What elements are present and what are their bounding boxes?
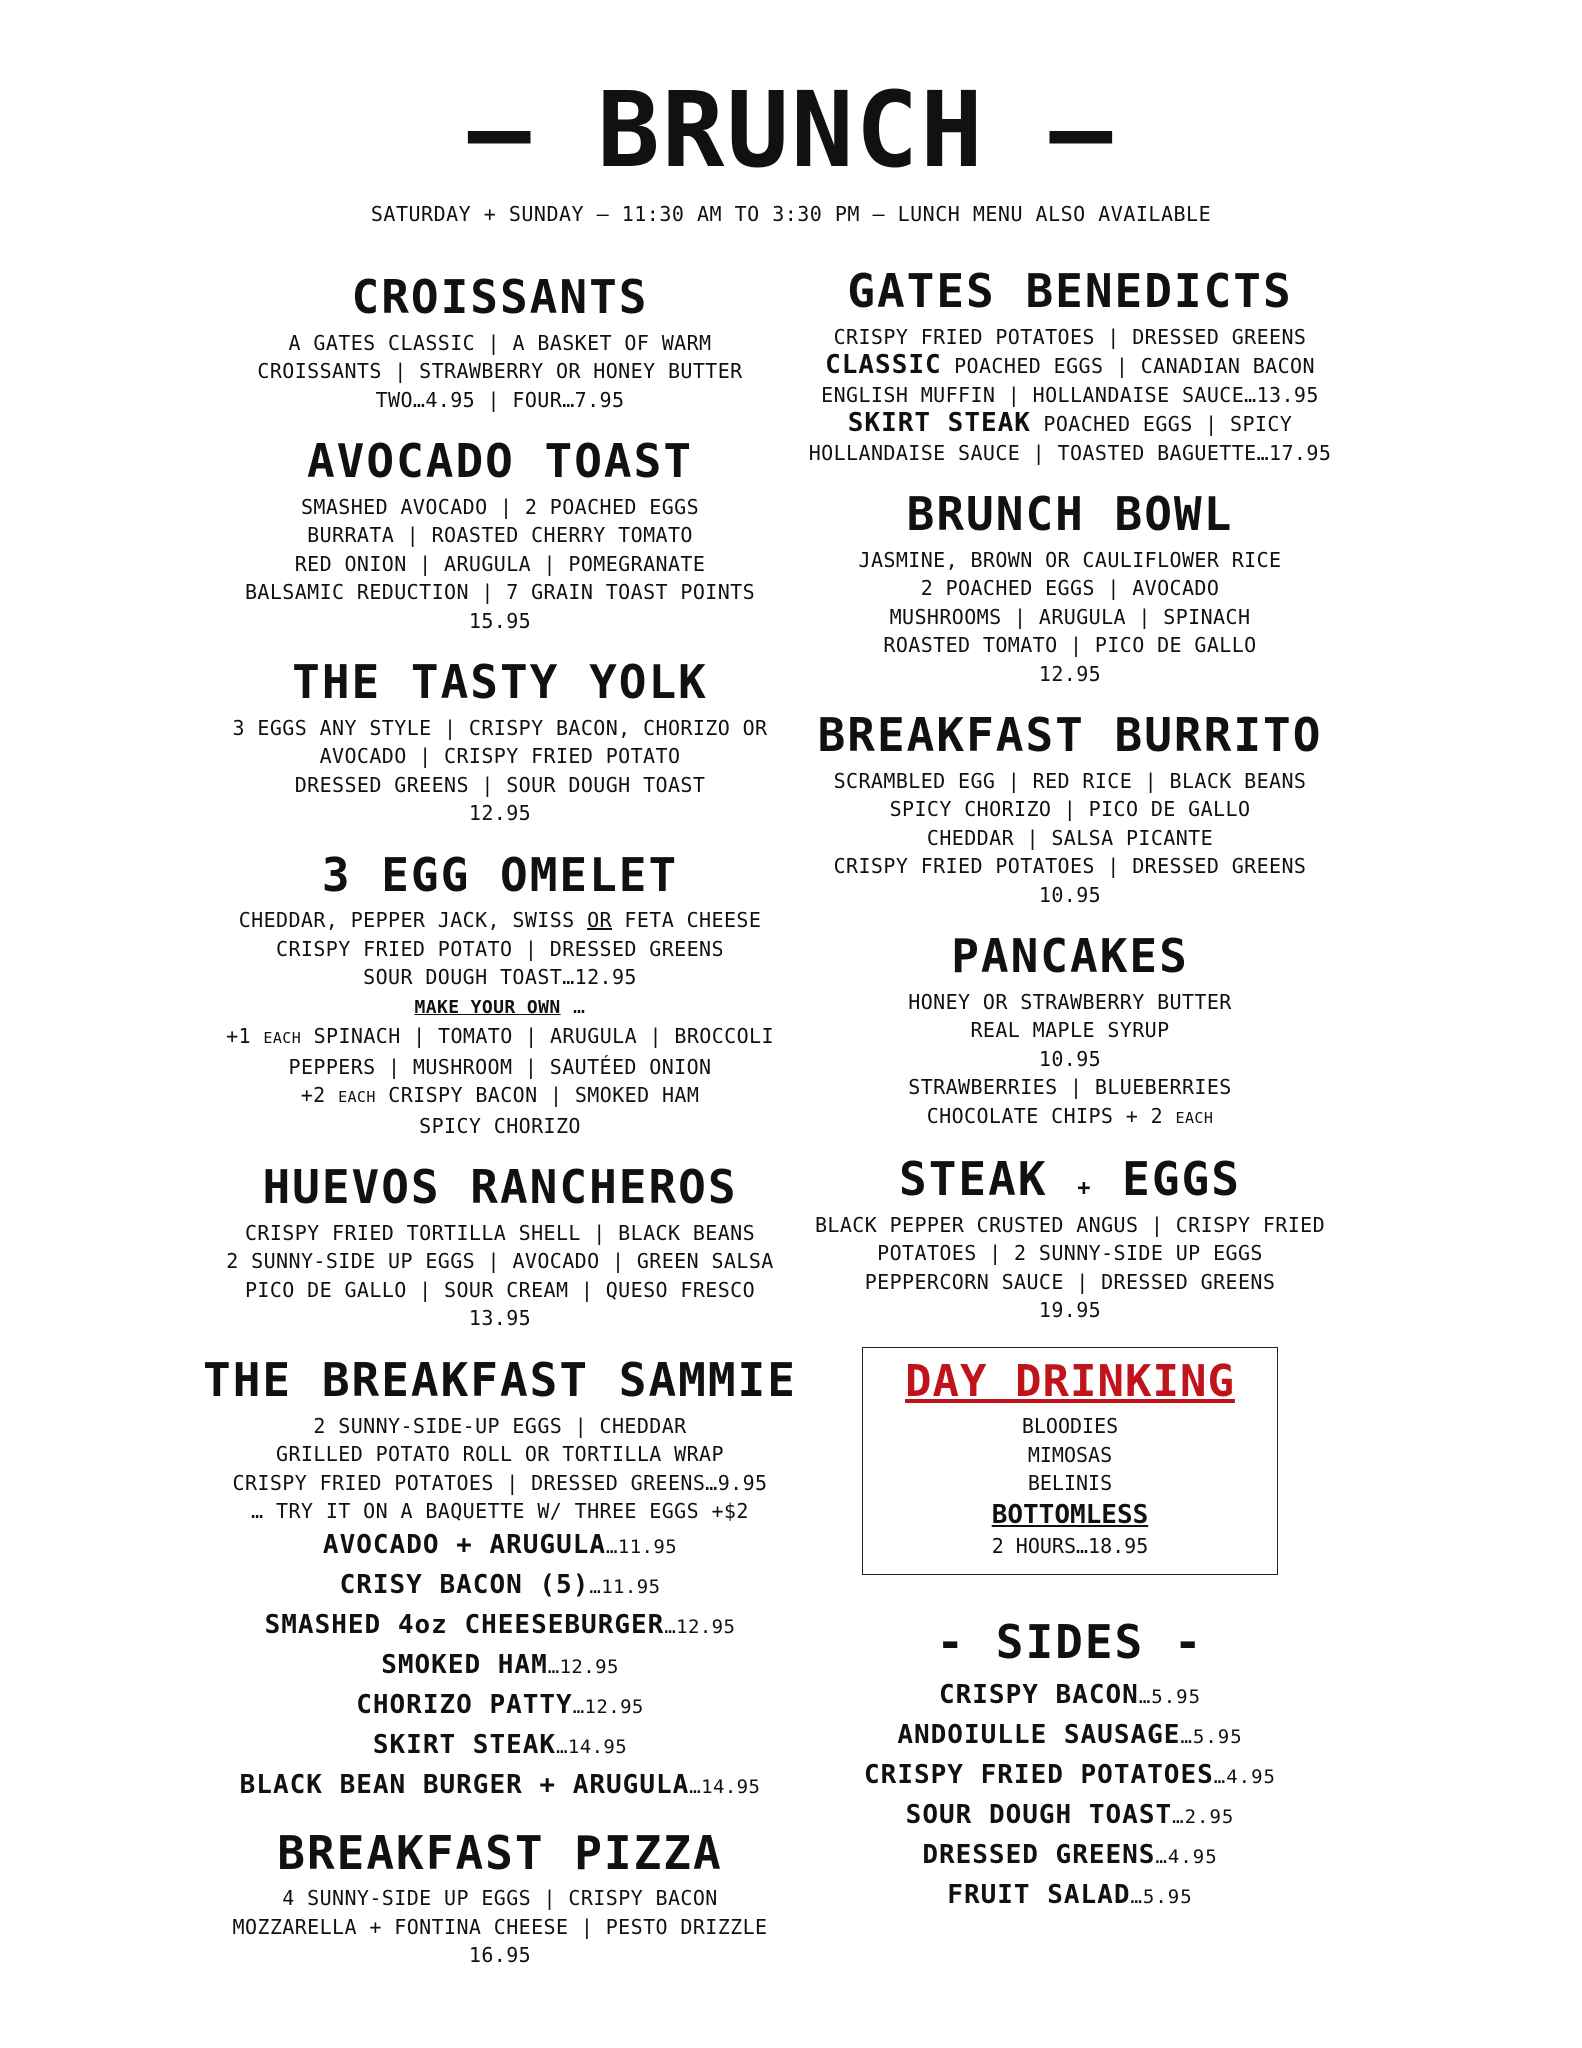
item-line: CRISPY FRIED POTATOES | DRESSED GREENS <box>833 854 1307 879</box>
addon-name: CRISY BACON (5) <box>339 1569 590 1600</box>
text: FETA CHEESE <box>611 908 762 933</box>
item-line: MOZZARELLA + FONTINA CHEESE | PESTO DRIZZLE <box>232 1914 768 1939</box>
item-line: HOLLANDAISE SAUCE | TOASTED BAGUETTE…17.95 <box>808 440 1332 465</box>
side-price: …5.95 <box>1138 1685 1202 1708</box>
item-breakfast-sammie <box>200 1352 800 1806</box>
item-line: SPICY CHORIZO | PICO DE GALLO <box>889 797 1251 822</box>
side-price: …2.95 <box>1172 1805 1235 1828</box>
side-price: …5.95 <box>1180 1725 1243 1748</box>
item-line: CRISPY FRIED TORTILLA SHELL | BLACK BEANS <box>244 1220 756 1245</box>
item-line: REAL MAPLE SYRUP <box>970 1018 1170 1043</box>
side-item <box>770 1836 1370 1876</box>
item-line: HONEY OR STRAWBERRY BUTTER <box>908 989 1232 1014</box>
item-title: AVOCADO TOAST <box>306 434 694 489</box>
item-line <box>200 906 800 935</box>
item-line: 2 SUNNY-SIDE-UP EGGS | CHEDDAR <box>313 1413 687 1438</box>
item-line: … TRY IT ON A BAQUETTE W/ THREE EGGS +$2 <box>251 1499 749 1524</box>
sammie-addon <box>200 1726 800 1766</box>
item-line: SMASHED AVOCADO | 2 POACHED EGGS <box>300 494 700 519</box>
side-item <box>770 1876 1370 1916</box>
item-line: CRISPY FRIED POTATOES | DRESSED GREENS <box>833 324 1307 349</box>
addon-name: AVOCADO + ARUGULA <box>322 1529 607 1560</box>
side-item <box>770 1756 1370 1796</box>
item-price: 12.95 <box>468 801 532 826</box>
menu-subtitle: SATURDAY + SUNDAY – 11:30 AM TO 3:30 PM – LUNCH MENU ALSO AVAILABLE <box>370 202 1212 226</box>
sammie-addon <box>200 1646 800 1686</box>
sammie-addon <box>200 1606 800 1646</box>
item-line <box>200 1081 800 1112</box>
side-name: FRUIT SALAD <box>947 1879 1131 1910</box>
item-line <box>770 1102 1370 1133</box>
addon-name: SMASHED 4oz CHEESEBURGER <box>264 1609 665 1640</box>
item-line: AVOCADO | CRISPY FRIED POTATO <box>319 744 681 769</box>
item-line: 2 SUNNY-SIDE UP EGGS | AVOCADO | GREEN SALSA <box>226 1249 774 1274</box>
item-title: GATES BENEDICTS <box>847 264 1293 318</box>
item-gates-benedicts <box>770 266 1370 467</box>
addon-name: CHORIZO PATTY <box>356 1689 573 1720</box>
addon-name: BLACK BEAN BURGER + ARUGULA <box>239 1769 690 1800</box>
item-croissants <box>200 272 800 414</box>
item-steak-eggs <box>770 1154 1370 1325</box>
benedict-classic-label: CLASSIC <box>825 350 942 381</box>
item-line: PICO DE GALLO | SOUR CREAM | QUESO FRESCO <box>244 1277 756 1302</box>
item-title: THE BREAKFAST SAMMIE <box>203 1352 797 1407</box>
sammie-addon <box>200 1526 800 1566</box>
item-avocado-toast <box>200 436 800 635</box>
each-label: EACH <box>1175 1108 1214 1127</box>
drink-item: BLOODIES <box>1021 1414 1119 1439</box>
item-line: A GATES CLASSIC | A BASKET OF WARM <box>288 330 712 355</box>
side-name: SOUR DOUGH TOAST <box>905 1799 1173 1830</box>
item-line: 3 EGGS ANY STYLE | CRISPY BACON, CHORIZO OR <box>232 715 768 740</box>
sides-title: - SIDES - <box>936 1615 1204 1670</box>
item-line: TWO…4.95 | FOUR…7.95 <box>375 387 625 412</box>
item-line: JASMINE, BROWN OR CAULIFLOWER RICE <box>858 547 1282 572</box>
item-tasty-yolk <box>200 657 800 828</box>
item-price: 15.95 <box>468 608 532 633</box>
item-line: BLACK PEPPER CRUSTED ANGUS | CRISPY FRIED <box>814 1212 1326 1237</box>
item-line: DRESSED GREENS | SOUR DOUGH TOAST <box>294 772 706 797</box>
left-column <box>200 272 800 1992</box>
item-price: 10.95 <box>1038 882 1102 907</box>
text-or: OR <box>587 908 612 933</box>
title-part: STEAK <box>899 1152 1078 1207</box>
side-name: DRESSED GREENS <box>922 1839 1156 1870</box>
item-line: SPICY CHORIZO <box>419 1113 581 1138</box>
text: POACHED EGGS | CANADIAN BACON <box>941 354 1315 379</box>
item-title: HUEVOS RANCHEROS <box>262 1160 738 1215</box>
item-line: CRISPY FRIED POTATO | DRESSED GREENS <box>276 936 724 961</box>
text: POACHED EGGS | SPICY <box>1030 412 1293 437</box>
item-line: MUSHROOMS | ARUGULA | SPINACH <box>889 604 1251 629</box>
item-line <box>200 1022 800 1053</box>
item-price: 19.95 <box>1038 1298 1102 1323</box>
text: … <box>560 993 586 1018</box>
item-line: CROISSANTS | STRAWBERRY OR HONEY BUTTER <box>257 359 743 384</box>
addon-price: …12.95 <box>547 1655 619 1678</box>
text: CHEDDAR, PEPPER JACK, SWISS <box>238 908 588 933</box>
addon-price: …12.95 <box>572 1695 644 1718</box>
item-title: BRUNCH BOWL <box>906 487 1234 542</box>
side-name: CRISPY FRIED POTATOES <box>864 1759 1214 1790</box>
sides-section <box>770 1617 1370 1916</box>
each-label: EACH <box>338 1088 376 1107</box>
drink-item: MIMOSAS <box>1027 1442 1113 1467</box>
item-price: 12.95 <box>1038 661 1102 686</box>
item-price: 16.95 <box>468 1943 532 1968</box>
item-title: THE TASTY YOLK <box>292 655 708 710</box>
item-line: 4 SUNNY-SIDE UP EGGS | CRISPY BACON <box>282 1886 718 1911</box>
addon-name: SKIRT STEAK <box>372 1729 557 1760</box>
day-drinking-title: DAY DRINKING <box>905 1355 1235 1407</box>
item-title: CROISSANTS <box>351 270 649 324</box>
make-your-own <box>200 992 800 1023</box>
item-line: PEPPERCORN SAUCE | DRESSED GREENS <box>864 1269 1276 1294</box>
text: +1 <box>226 1024 251 1049</box>
item-line: GRILLED POTATO ROLL OR TORTILLA WRAP <box>276 1442 724 1467</box>
side-name: ANDOIULLE SAUSAGE <box>897 1719 1181 1750</box>
title-plus: + <box>1077 1176 1093 1202</box>
item-line: CRISPY FRIED POTATOES | DRESSED GREENS…9.95 <box>232 1470 768 1495</box>
item-line: 2 POACHED EGGS | AVOCADO <box>920 576 1220 601</box>
item-omelet <box>200 847 800 1141</box>
item-line: STRAWBERRIES | BLUEBERRIES <box>908 1075 1232 1100</box>
item-line: POTATOES | 2 SUNNY-SIDE UP EGGS <box>877 1241 1263 1266</box>
side-item <box>770 1716 1370 1756</box>
title-part: EGGS <box>1092 1152 1241 1207</box>
item-line: BALSAMIC REDUCTION | 7 GRAIN TOAST POINTS <box>244 580 756 605</box>
item-line: CHEDDAR | SALSA PICANTE <box>926 825 1214 850</box>
item-line <box>770 409 1370 439</box>
sammie-addon <box>200 1566 800 1606</box>
item-line: ROASTED TOMATO | PICO DE GALLO <box>883 633 1257 658</box>
addon-price: …12.95 <box>664 1615 736 1638</box>
addon-price: …14.95 <box>556 1735 628 1758</box>
item-title: 3 EGG OMELET <box>321 847 679 902</box>
bottomless-price: 2 HOURS…18.95 <box>991 1533 1149 1558</box>
side-price: …4.95 <box>1213 1765 1276 1788</box>
make-your-own-label: MAKE YOUR OWN <box>414 996 561 1018</box>
drink-item: BELINIS <box>1027 1471 1113 1496</box>
text: +2 <box>300 1083 326 1108</box>
day-drinking-box <box>862 1347 1278 1575</box>
item-title <box>770 1154 1370 1205</box>
item-pancakes <box>770 931 1370 1132</box>
benedict-skirt-label: SKIRT STEAK <box>847 408 1031 439</box>
addon-price: …11.95 <box>589 1575 661 1598</box>
menu-title: – BRUNCH – <box>467 69 1115 191</box>
item-breakfast-burrito <box>770 710 1370 909</box>
item-price: 10.95 <box>1038 1046 1102 1071</box>
side-price: …5.95 <box>1130 1885 1193 1908</box>
addon-price: …11.95 <box>606 1535 678 1558</box>
text: SPINACH | TOMATO | ARUGULA | BROCCOLI <box>313 1024 774 1049</box>
item-line: PEPPERS | MUSHROOM | SAUTÉED ONION <box>288 1054 712 1079</box>
right-column <box>770 266 1370 1916</box>
item-title: BREAKFAST BURRITO <box>817 708 1323 763</box>
sammie-addon <box>200 1686 800 1726</box>
item-brunch-bowl <box>770 489 1370 688</box>
sammie-addon <box>200 1766 800 1806</box>
side-price: …4.95 <box>1155 1845 1218 1868</box>
item-line: SOUR DOUGH TOAST…12.95 <box>363 965 637 990</box>
item-huevos-rancheros <box>200 1162 800 1333</box>
item-breakfast-pizza <box>200 1825 800 1970</box>
item-price: 13.95 <box>468 1306 532 1331</box>
item-line: ENGLISH MUFFIN | HOLLANDAISE SAUCE…13.95 <box>821 382 1319 407</box>
item-line: SCRAMBLED EGG | RED RICE | BLACK BEANS <box>833 768 1307 793</box>
side-name: CRISPY BACON <box>938 1679 1139 1710</box>
item-title: PANCAKES <box>951 929 1189 984</box>
side-item <box>770 1676 1370 1716</box>
item-line: RED ONION | ARUGULA | POMEGRANATE <box>294 551 706 576</box>
each-label: EACH <box>263 1029 302 1048</box>
text: CHOCOLATE CHIPS + 2 <box>926 1103 1176 1128</box>
bottomless-label: BOTTOMLESS <box>991 1499 1149 1530</box>
side-item <box>770 1796 1370 1836</box>
addon-price: …14.95 <box>689 1775 761 1798</box>
text: CRISPY BACON | SMOKED HAM <box>388 1083 700 1108</box>
item-line: BURRATA | ROASTED CHERRY TOMATO <box>307 523 693 548</box>
addon-name: SMOKED HAM <box>381 1649 548 1680</box>
item-line <box>770 351 1370 381</box>
item-title: BREAKFAST PIZZA <box>277 1825 723 1880</box>
